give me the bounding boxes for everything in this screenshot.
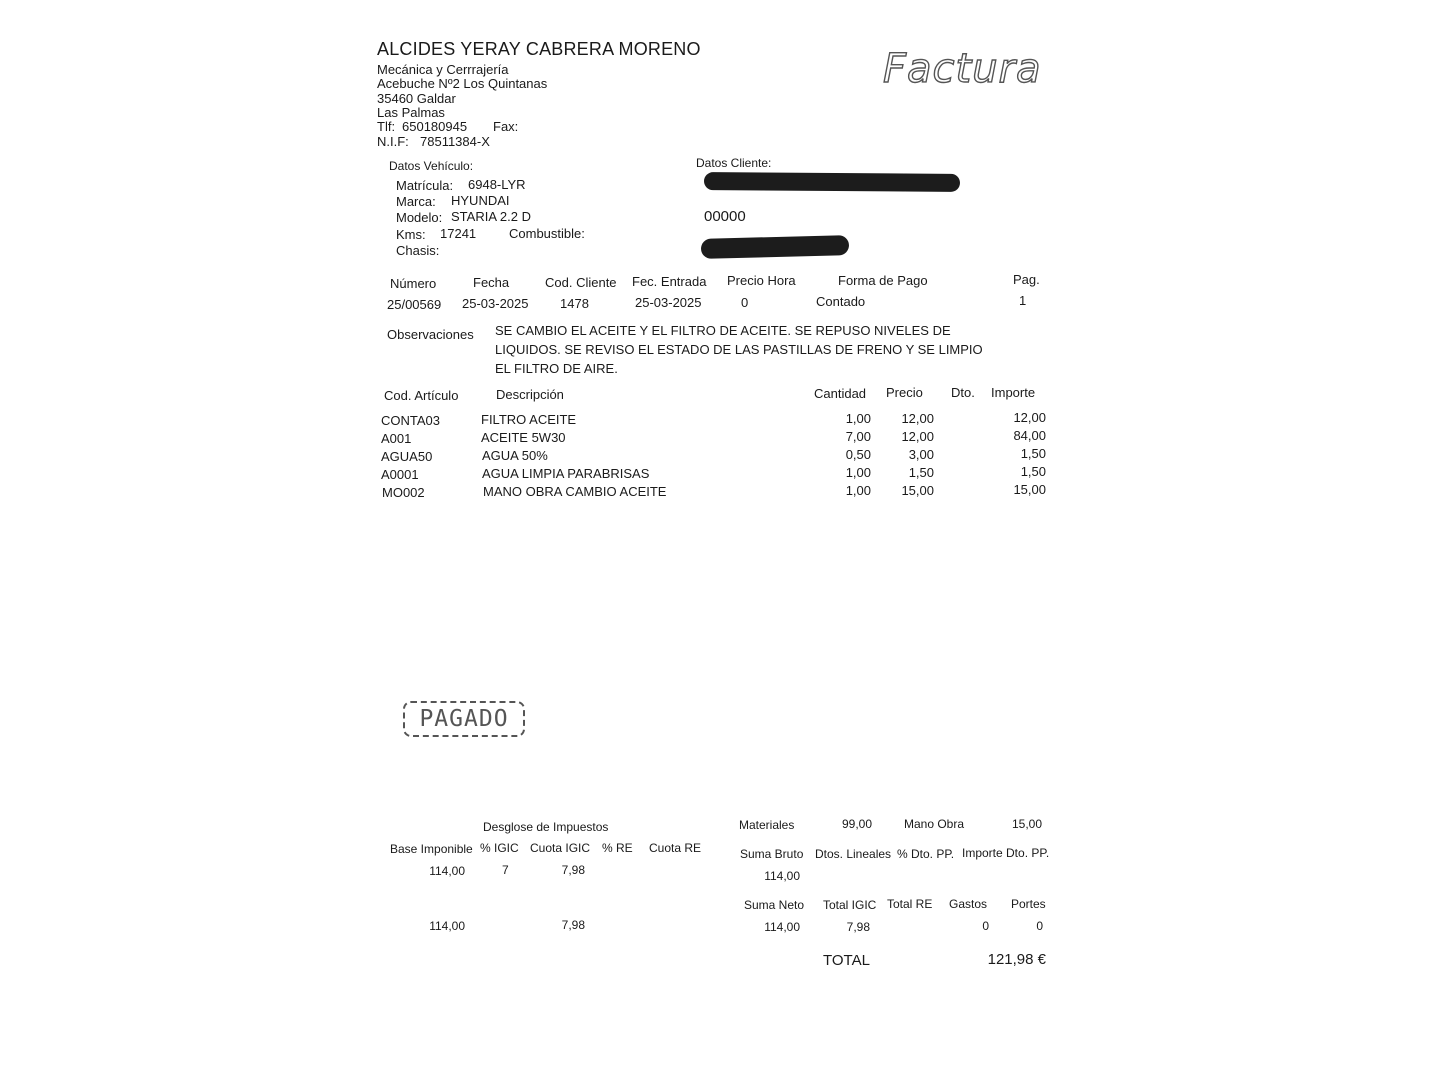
- company-fax-label: Fax:: [493, 119, 519, 134]
- summary-pp-amount-label: Importe Dto. PP.: [962, 846, 1050, 860]
- summary-shipping-label: Portes: [1011, 897, 1046, 911]
- tax-igic-amount: 7,98: [561, 863, 585, 877]
- invoice-date: 25-03-2025: [462, 296, 529, 311]
- summary-total-re-label: Total RE: [887, 897, 933, 911]
- item-code: MO002: [382, 485, 425, 500]
- item-description: AGUA 50%: [482, 448, 548, 463]
- item-qty: 1,00: [845, 465, 871, 480]
- company-province: Las Palmas: [377, 105, 445, 120]
- company-nif: 78511384-X: [420, 134, 490, 149]
- label-hour-price: Precio Hora: [727, 273, 796, 288]
- company-postal-city: 35460 Galdar: [377, 91, 456, 106]
- paid-stamp-text: PAGADO: [419, 706, 509, 732]
- summary-materials: 99,00: [841, 817, 872, 831]
- observations-line: EL FILTRO DE AIRE.: [495, 361, 618, 376]
- item-price: 15,00: [901, 483, 934, 498]
- tax-header-re-pct: % RE: [602, 841, 633, 855]
- item-amount: 1,50: [1020, 446, 1046, 461]
- redacted-client-id: [701, 235, 849, 259]
- item-qty: 0,50: [845, 447, 871, 462]
- item-description: MANO OBRA CAMBIO ACEITE: [483, 484, 667, 499]
- client-code: 00000: [704, 208, 746, 225]
- company-phone: 650180945: [402, 119, 468, 134]
- label-date: Fecha: [473, 275, 510, 290]
- vehicle-fuel-label: Combustible:: [509, 226, 585, 241]
- vehicle-plate-label: Matrícula:: [396, 178, 454, 193]
- label-page: Pag.: [1013, 272, 1040, 287]
- col-header-price: Precio: [886, 385, 923, 400]
- company-nif-label: N.I.F:: [377, 134, 409, 149]
- company-address: Acebuche Nº2 Los Quintanas: [377, 76, 548, 91]
- summary-shipping: 0: [1036, 919, 1043, 933]
- observations-line: LIQUIDOS. SE REVISO EL ESTADO DE LAS PASTILLAS DE FRENO Y SE LIMPIO: [495, 342, 983, 357]
- tax-breakdown-title: Desglose de Impuestos: [483, 820, 609, 834]
- invoice-page: 1: [1019, 293, 1027, 308]
- tax-igic-pct: 7: [502, 863, 509, 877]
- label-payment: Forma de Pago: [838, 273, 928, 288]
- client-section-label: Datos Cliente:: [696, 156, 772, 170]
- item-qty: 7,00: [845, 429, 871, 444]
- summary-gross-label: Suma Bruto: [740, 847, 804, 861]
- invoice-payment: Contado: [816, 294, 866, 309]
- item-description: AGUA LIMPIA PARABRISAS: [482, 466, 650, 481]
- observations-line: SE CAMBIO EL ACEITE Y EL FILTRO DE ACEITE. SE REPUSO NIVELES DE: [495, 323, 951, 338]
- label-client-code: Cod. Cliente: [545, 275, 617, 290]
- summary-net: 114,00: [764, 920, 800, 934]
- summary-labor-label: Mano Obra: [904, 817, 965, 831]
- total-label: TOTAL: [823, 952, 870, 969]
- summary-labor: 15,00: [1011, 817, 1042, 831]
- tax-total-base: 114,00: [429, 919, 465, 933]
- vehicle-kms: 17241: [440, 226, 477, 241]
- redacted-client-name: [704, 172, 960, 192]
- summary-materials-label: Materiales: [739, 818, 795, 832]
- col-header-qty: Cantidad: [814, 386, 867, 401]
- invoice-client-code: 1478: [560, 296, 589, 311]
- total-amount: 121,98 €: [987, 951, 1046, 968]
- summary-line-discount-label: Dtos. Lineales: [815, 847, 892, 861]
- item-price: 1,50: [908, 465, 934, 480]
- summary-total-igic: 7,98: [846, 920, 870, 934]
- col-header-discount: Dto.: [951, 385, 975, 400]
- item-qty: 1,00: [845, 411, 871, 426]
- item-code: A001: [381, 431, 412, 446]
- item-amount: 84,00: [1013, 428, 1046, 443]
- item-qty: 1,00: [845, 483, 871, 498]
- observations-label: Observaciones: [387, 327, 474, 342]
- tax-base: 114,00: [429, 864, 465, 878]
- vehicle-kms-label: Kms:: [396, 227, 426, 242]
- item-amount: 15,00: [1013, 482, 1046, 497]
- item-description: FILTRO ACEITE: [481, 412, 577, 427]
- vehicle-chassis-label: Chasis:: [396, 243, 440, 258]
- summary-net-label: Suma Neto: [744, 898, 805, 912]
- item-code: AGUA50: [381, 449, 433, 464]
- summary-total-igic-label: Total IGIC: [823, 898, 877, 912]
- company-phone-label: Tlf:: [377, 119, 396, 134]
- tax-total-igic: 7,98: [561, 918, 585, 932]
- invoice-hour-price: 0: [741, 295, 749, 310]
- item-price: 3,00: [908, 447, 934, 462]
- invoice-number: 25/00569: [387, 297, 442, 312]
- col-header-description: Descripción: [496, 387, 564, 402]
- summary-gross: 114,00: [764, 869, 800, 883]
- vehicle-plate: 6948-LYR: [468, 177, 526, 192]
- item-price: 12,00: [901, 429, 934, 444]
- item-amount: 1,50: [1020, 464, 1046, 479]
- summary-expenses-label: Gastos: [949, 897, 988, 911]
- col-header-code: Cod. Artículo: [384, 388, 459, 403]
- tax-header-igic-pct: % IGIC: [480, 841, 519, 855]
- company-name: ALCIDES YERAY CABRERA MORENO: [377, 39, 701, 59]
- summary-expenses: 0: [982, 919, 989, 933]
- item-description: ACEITE 5W30: [481, 430, 566, 445]
- summary-pp-pct-label: % Dto. PP.: [897, 847, 955, 861]
- item-code: CONTA03: [381, 413, 440, 428]
- document-title: Factura: [883, 46, 1042, 92]
- label-number: Número: [390, 276, 437, 291]
- tax-header-re-amount: Cuota RE: [649, 841, 702, 855]
- item-amount: 12,00: [1013, 410, 1046, 425]
- label-entry-date: Fec. Entrada: [632, 274, 707, 289]
- vehicle-model: STARIA 2.2 D: [451, 209, 531, 224]
- col-header-amount: Importe: [991, 385, 1036, 400]
- vehicle-model-label: Modelo:: [396, 210, 443, 225]
- item-price: 12,00: [901, 411, 934, 426]
- invoice-entry-date: 25-03-2025: [635, 295, 702, 310]
- paid-stamp: [403, 701, 525, 737]
- tax-header-igic-amount: Cuota IGIC: [530, 841, 591, 855]
- tax-header-base: Base Imponible: [390, 842, 473, 856]
- company-activity: Mecánica y Cerrrajería: [377, 62, 509, 77]
- item-code: A0001: [381, 467, 419, 482]
- vehicle-brand-label: Marca:: [396, 194, 436, 209]
- vehicle-section-label: Datos Vehículo:: [389, 159, 474, 173]
- vehicle-brand: HYUNDAI: [451, 193, 510, 208]
